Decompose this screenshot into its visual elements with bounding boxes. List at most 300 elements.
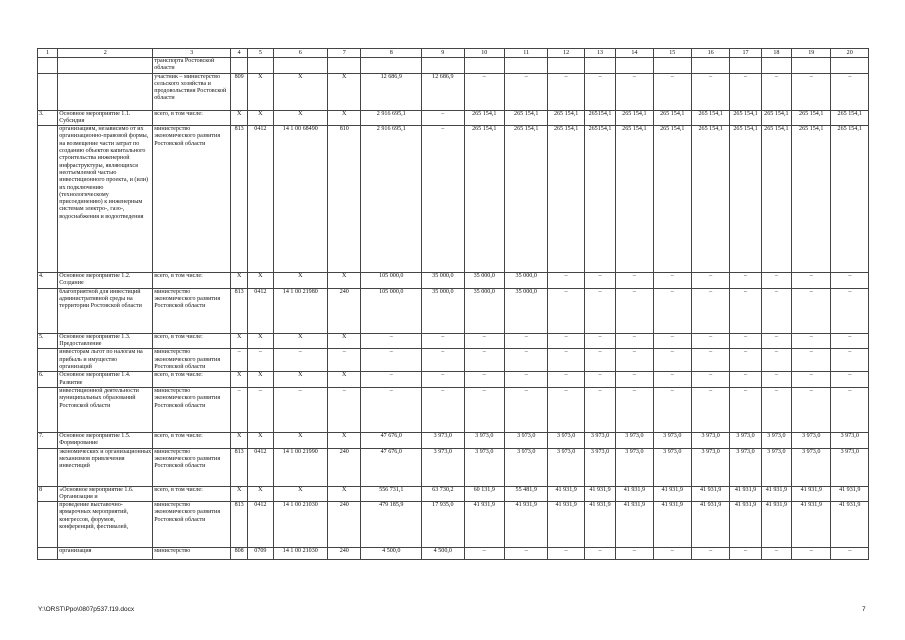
table-cell: всего, в том числе: — [153, 273, 231, 289]
table-cell: – — [548, 387, 584, 432]
table-cell — [58, 73, 153, 110]
table-cell: 4. — [38, 273, 58, 289]
table-cell: – — [730, 387, 761, 432]
table-cell: 265 154,1 — [548, 126, 584, 273]
table-cell: – — [691, 333, 729, 349]
table-cell: 3 973,0 — [730, 448, 761, 486]
table-cell: X — [248, 372, 273, 388]
table-cell: 556 731,1 — [361, 486, 422, 502]
table-cell: X — [231, 432, 248, 448]
table-cell: 265 154,1 — [653, 126, 691, 273]
table-cell: – — [616, 548, 653, 560]
column-number: 5 — [248, 49, 273, 58]
table-cell: – — [504, 387, 547, 432]
table-cell: 265 154,1 — [616, 110, 653, 126]
table-cell: – — [504, 333, 547, 349]
table-cell — [38, 58, 58, 74]
table-cell — [616, 58, 653, 74]
table-cell: – — [616, 387, 653, 432]
table-cell — [273, 58, 328, 74]
table-cell — [248, 58, 273, 74]
table-cell: 265 154,1 — [691, 126, 729, 273]
table-cell: – — [422, 387, 464, 432]
table-cell: 35 000,0 — [422, 273, 464, 289]
table-cell: 813 — [231, 502, 248, 548]
table-cell: 4 500,0 — [422, 548, 464, 560]
column-number: 4 — [231, 49, 248, 58]
table-cell: 265 154,1 — [831, 110, 869, 126]
table-cell: – — [691, 288, 729, 333]
table-cell: X — [231, 486, 248, 502]
table-cell: 3 973,0 — [691, 448, 729, 486]
table-cell: 41 931,9 — [691, 502, 729, 548]
table-cell: 265 154,1 — [761, 110, 791, 126]
table-cell: 41 931,9 — [548, 502, 584, 548]
table-cell: министерство экономического развития Ростовской области — [153, 387, 231, 432]
table-cell: – — [831, 333, 869, 349]
table-cell: 4 500,0 — [361, 548, 422, 560]
table-cell: – — [792, 372, 831, 388]
table-cell: 3 973,0 — [831, 448, 869, 486]
table-cell: организациям, независимо от их организационно-правовой формы, на возмещение части затрат по созданию объектов капитального строительства инженерной инфраструктуры, являющихся неотъемлемой частью инвестиционного проекта, и (или) их подключению (технологическому присоединению) к инженерным системам электро-, газо-, водоснабжения и водоотведения — [58, 126, 153, 273]
table-cell — [504, 58, 547, 74]
table-cell: X — [273, 333, 328, 349]
table-cell — [464, 58, 504, 74]
table-cell: 3 973,0 — [653, 448, 691, 486]
table-row — [38, 110, 869, 126]
table-cell: – — [548, 372, 584, 388]
table-cell: министерство экономического развития Ростовской области — [153, 126, 231, 273]
table-cell: – — [831, 288, 869, 333]
table-cell: – — [730, 372, 761, 388]
table-cell: 47 676,0 — [361, 448, 422, 486]
table-cell: – — [504, 73, 547, 110]
table-cell: 47 676,0 — [361, 432, 422, 448]
table-cell: Основное мероприятие 1.1. Субсидия — [58, 110, 153, 126]
table-cell: 0412 — [248, 502, 273, 548]
table-cell: проведение выставочно-ярмарочных мероприятий, конгрессов, форумов, конференций, фестивалей, — [58, 502, 153, 548]
table-cell: – — [761, 548, 791, 560]
table-cell: 12 686,9 — [422, 73, 464, 110]
column-number: 1 — [38, 49, 58, 58]
table-cell: – — [422, 349, 464, 372]
table-cell: 17 935,0 — [422, 502, 464, 548]
table-cell: – — [616, 372, 653, 388]
table-cell: 265 154,1 — [691, 110, 729, 126]
table-cell: 105 000,0 — [361, 273, 422, 289]
table-cell: – — [616, 333, 653, 349]
table-cell: 3 973,0 — [464, 432, 504, 448]
column-number: 9 — [422, 49, 464, 58]
table-cell: 265 154,1 — [504, 110, 547, 126]
table-cell: – — [730, 548, 761, 560]
table-cell: министерство — [153, 548, 231, 560]
table-cell: – — [361, 372, 422, 388]
table-cell: – — [761, 273, 791, 289]
table-cell: 5. — [38, 333, 58, 349]
table-cell: – — [653, 288, 691, 333]
table-cell: 41 931,9 — [464, 502, 504, 548]
table-cell: X — [248, 333, 273, 349]
table-cell: – — [464, 387, 504, 432]
table-cell — [584, 58, 615, 74]
table-cell: – — [761, 333, 791, 349]
table-cell — [653, 58, 691, 74]
table-cell: 3 973,0 — [464, 448, 504, 486]
table-cell: «Основное мероприятие 1.6. Организация и — [58, 486, 153, 502]
table-cell: – — [548, 349, 584, 372]
table-cell: – — [691, 349, 729, 372]
table-cell: 3 973,0 — [691, 432, 729, 448]
table-cell: 3 973,0 — [584, 448, 615, 486]
table-cell: – — [464, 73, 504, 110]
column-number: 11 — [504, 49, 547, 58]
table-cell: X — [328, 73, 361, 110]
table-cell: 41 931,9 — [653, 486, 691, 502]
table-cell: – — [361, 387, 422, 432]
table-cell: 3. — [38, 110, 58, 126]
table-cell: 3 973,0 — [422, 448, 464, 486]
table-cell: 265 154,1 — [831, 126, 869, 273]
table-cell: – — [464, 548, 504, 560]
table-cell: – — [548, 73, 584, 110]
column-number: 2 — [58, 49, 153, 58]
table-cell — [38, 387, 58, 432]
table-cell: – — [730, 273, 761, 289]
table-cell — [58, 58, 153, 74]
table-cell: 265 154,1 — [730, 126, 761, 273]
table-cell: всего, в том числе: — [153, 110, 231, 126]
table-cell: 3 973,0 — [761, 448, 791, 486]
table-cell: – — [691, 387, 729, 432]
table-cell: 265 154,1 — [616, 126, 653, 273]
table-cell: инвестиционной деятельности муниципальных образований Ростовской области — [58, 387, 153, 432]
table-cell: 3 973,0 — [548, 432, 584, 448]
table-cell: 55 481,9 — [504, 486, 547, 502]
table-cell: X — [248, 273, 273, 289]
table-cell: 0412 — [248, 288, 273, 333]
column-number: 7 — [328, 49, 361, 58]
table-cell: – — [792, 548, 831, 560]
table-cell — [38, 502, 58, 548]
table-cell: – — [653, 273, 691, 289]
table-cell: X — [273, 273, 328, 289]
table-cell: 240 — [328, 502, 361, 548]
table-cell — [38, 448, 58, 486]
table-cell: 265 154,1 — [792, 110, 831, 126]
table-cell — [231, 58, 248, 74]
table-cell: – — [504, 349, 547, 372]
table-cell: – — [231, 349, 248, 372]
table-cell: 265 154,1 — [730, 110, 761, 126]
table-cell — [38, 126, 58, 273]
table-cell: 3 973,0 — [584, 432, 615, 448]
column-number: 16 — [691, 49, 729, 58]
table-cell: 3 973,0 — [831, 432, 869, 448]
table-cell: – — [831, 73, 869, 110]
table-row — [38, 288, 869, 333]
table-cell: – — [584, 349, 615, 372]
table-cell: – — [584, 73, 615, 110]
table-row — [38, 448, 869, 486]
table-cell: министерство экономического развития Ростовской области — [153, 349, 231, 372]
table-cell: – — [504, 372, 547, 388]
table-cell — [691, 58, 729, 74]
table-cell: Основное мероприятие 1.3. Предоставление — [58, 333, 153, 349]
table-cell: X — [231, 372, 248, 388]
table-cell: – — [761, 372, 791, 388]
table-cell: 63 730,2 — [422, 486, 464, 502]
table-cell: 3 973,0 — [653, 432, 691, 448]
table-cell: – — [761, 387, 791, 432]
column-number: 19 — [792, 49, 831, 58]
table-cell: – — [616, 273, 653, 289]
table-cell: всего, в том числе: — [153, 432, 231, 448]
table-cell: X — [328, 110, 361, 126]
table-cell: – — [691, 73, 729, 110]
table-cell — [38, 73, 58, 110]
table-cell: – — [584, 288, 615, 333]
table-cell: – — [730, 73, 761, 110]
table-cell: – — [691, 273, 729, 289]
table-cell: 41 931,9 — [831, 502, 869, 548]
table-cell: X — [273, 432, 328, 448]
table-cell: 41 931,9 — [761, 486, 791, 502]
table-cell: – — [831, 372, 869, 388]
table-row — [38, 432, 869, 448]
table-cell: 240 — [328, 448, 361, 486]
table-cell: – — [792, 349, 831, 372]
table-cell: – — [730, 288, 761, 333]
table-cell: 265 154,1 — [504, 126, 547, 273]
table-cell: – — [422, 372, 464, 388]
column-number: 14 — [616, 49, 653, 58]
table-cell: 41 931,9 — [584, 502, 615, 548]
table-cell: 3 973,0 — [730, 432, 761, 448]
column-number: 6 — [273, 49, 328, 58]
table-cell: Основное мероприятие 1.4. Развитие — [58, 372, 153, 388]
table-cell: – — [248, 349, 273, 372]
table-cell: X — [231, 333, 248, 349]
table-cell: 14 1 00 21030 — [273, 502, 328, 548]
page-number: 7 — [862, 606, 866, 613]
table-cell: 41 931,9 — [730, 502, 761, 548]
column-number: 18 — [761, 49, 791, 58]
table-cell: министерство экономического развития Ростовской области — [153, 288, 231, 333]
table-cell: 35 000,0 — [504, 273, 547, 289]
table-cell: X — [273, 73, 328, 110]
table-cell: – — [653, 333, 691, 349]
table-cell — [38, 548, 58, 560]
table-cell: – — [653, 548, 691, 560]
table-cell: – — [422, 333, 464, 349]
table-cell: – — [831, 387, 869, 432]
table-cell: 41 931,9 — [792, 502, 831, 548]
table-cell: Основное мероприятие 1.2. Создание — [58, 273, 153, 289]
table-cell: организация — [58, 548, 153, 560]
table-cell: – — [792, 288, 831, 333]
table-row — [38, 548, 869, 560]
table-cell: 35 000,0 — [422, 288, 464, 333]
column-number: 15 — [653, 49, 691, 58]
table-cell: – — [831, 273, 869, 289]
table-cell: 3 973,0 — [792, 432, 831, 448]
table-cell: 2 916 695,1 — [361, 110, 422, 126]
table-cell: 3 973,0 — [792, 448, 831, 486]
table-cell: 41 931,9 — [831, 486, 869, 502]
table-cell: – — [361, 349, 422, 372]
table-row — [38, 58, 869, 74]
table-row — [38, 349, 869, 372]
table-cell: X — [328, 432, 361, 448]
table-cell — [730, 58, 761, 74]
table-cell: 41 931,9 — [504, 502, 547, 548]
table-cell: – — [464, 349, 504, 372]
table-row — [38, 372, 869, 388]
table-cell: 3 973,0 — [504, 432, 547, 448]
table-cell: – — [422, 126, 464, 273]
table-cell: – — [248, 387, 273, 432]
table-cell — [792, 58, 831, 74]
table-cell: X — [231, 110, 248, 126]
column-number: 8 — [361, 49, 422, 58]
table-cell: 0412 — [248, 126, 273, 273]
table-cell: 813 — [231, 448, 248, 486]
table-cell: 3 973,0 — [422, 432, 464, 448]
table-row — [38, 73, 869, 110]
table-cell: 0709 — [248, 548, 273, 560]
table-cell: – — [653, 387, 691, 432]
table-cell: X — [248, 73, 273, 110]
table-cell: – — [792, 273, 831, 289]
table-cell: – — [273, 349, 328, 372]
table-cell — [548, 58, 584, 74]
table-cell: – — [584, 387, 615, 432]
table-cell: X — [248, 432, 273, 448]
table-cell: – — [422, 110, 464, 126]
table-cell: – — [231, 387, 248, 432]
table-cell: 14 1 00 21030 — [273, 548, 328, 560]
table-cell: 60 131,9 — [464, 486, 504, 502]
table-cell: – — [328, 387, 361, 432]
table-cell: 3 973,0 — [616, 432, 653, 448]
table-cell: – — [761, 73, 791, 110]
table-cell: всего, в том числе: — [153, 486, 231, 502]
table-cell: 14 1 00 21980 — [273, 288, 328, 333]
table-cell — [328, 58, 361, 74]
table-cell: 240 — [328, 288, 361, 333]
table-cell: – — [792, 387, 831, 432]
table-cell: 813 — [231, 126, 248, 273]
table-cell: 3 973,0 — [504, 448, 547, 486]
table-row — [38, 333, 869, 349]
table-header-row — [38, 49, 869, 58]
table-cell: 41 931,9 — [616, 502, 653, 548]
table-cell: – — [761, 288, 791, 333]
table-cell: участник – министерство сельского хозяйства и продовольствия Ростовской области — [153, 73, 231, 110]
table-cell: X — [273, 110, 328, 126]
table-cell: X — [328, 273, 361, 289]
table-cell: X — [231, 273, 248, 289]
table-cell: 3 973,0 — [616, 448, 653, 486]
table-cell: 813 — [231, 288, 248, 333]
table-cell: – — [653, 73, 691, 110]
table-cell: 41 931,9 — [616, 486, 653, 502]
table-cell: – — [616, 349, 653, 372]
column-number: 12 — [548, 49, 584, 58]
table-cell: 8 — [38, 486, 58, 502]
table-cell: 810 — [328, 126, 361, 273]
table-cell: 105 000,0 — [361, 288, 422, 333]
table-cell: – — [464, 333, 504, 349]
table-cell: – — [653, 349, 691, 372]
table-cell: 41 931,9 — [653, 502, 691, 548]
table-cell: 808 — [231, 548, 248, 560]
table-cell: – — [584, 333, 615, 349]
table-cell: – — [616, 73, 653, 110]
table-cell: – — [730, 333, 761, 349]
table-cell: X — [328, 486, 361, 502]
table-cell: экономических и организационных механизмов привлечения инвестиций — [58, 448, 153, 486]
table-cell: – — [761, 349, 791, 372]
table-cell: X — [328, 372, 361, 388]
table-cell: – — [792, 73, 831, 110]
table-cell: инвесторам льгот по налогам на прибыль и имущество организаций — [58, 349, 153, 372]
table-cell: X — [273, 486, 328, 502]
table-cell: – — [792, 333, 831, 349]
table-cell: 7. — [38, 432, 58, 448]
table-cell: 41 931,9 — [761, 502, 791, 548]
table-cell: – — [273, 387, 328, 432]
table-cell: 0412 — [248, 448, 273, 486]
table-cell: – — [328, 349, 361, 372]
table-cell: 265 154,1 — [653, 110, 691, 126]
table-cell: 12 686,9 — [361, 73, 422, 110]
table-cell: транспорта Ростовской области — [153, 58, 231, 74]
table-cell: – — [548, 333, 584, 349]
table-cell: 6. — [38, 372, 58, 388]
column-number: 3 — [153, 49, 231, 58]
table-cell: 809 — [231, 73, 248, 110]
table-cell: министерство экономического развития Ростовской области — [153, 502, 231, 548]
table-cell: 479 185,9 — [361, 502, 422, 548]
table-cell — [361, 58, 422, 74]
table-cell: 265 154,1 — [761, 126, 791, 273]
table-cell: 35 000,0 — [464, 273, 504, 289]
table-row — [38, 273, 869, 289]
table-cell — [761, 58, 791, 74]
table-cell: X — [248, 110, 273, 126]
table-row — [38, 387, 869, 432]
table-cell: 265154,1 — [584, 110, 615, 126]
table-cell: 265 154,1 — [792, 126, 831, 273]
table-cell: 41 931,9 — [584, 486, 615, 502]
table-cell: – — [616, 288, 653, 333]
table-cell: 265 154,1 — [464, 110, 504, 126]
table-row — [38, 486, 869, 502]
table-cell: – — [691, 548, 729, 560]
table-cell: благоприятной для инвестиций административной среды на территории Ростовской области — [58, 288, 153, 333]
table-cell: – — [730, 349, 761, 372]
table-cell: 35 000,0 — [504, 288, 547, 333]
table-cell: – — [831, 349, 869, 372]
table-cell: 240 — [328, 548, 361, 560]
table-cell: X — [248, 486, 273, 502]
table-cell: – — [584, 548, 615, 560]
table-cell: 41 931,9 — [792, 486, 831, 502]
table-cell: всего, в том числе: — [153, 333, 231, 349]
column-number: 10 — [464, 49, 504, 58]
